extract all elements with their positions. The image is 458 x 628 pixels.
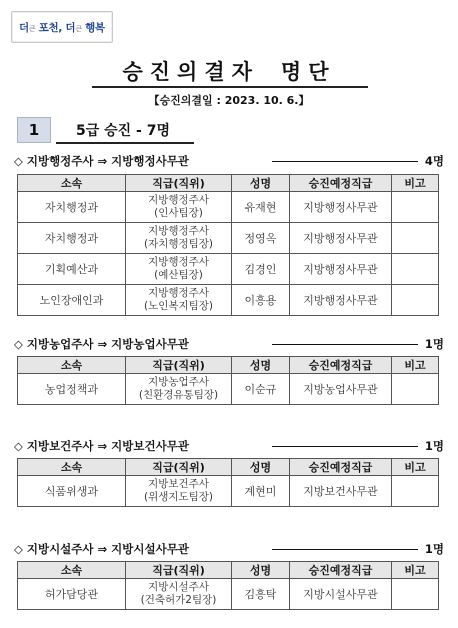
document-title — [0, 56, 458, 86]
logo-word-4: 행복 — [85, 22, 105, 34]
group-heading: ◇ 지방시설주사 ⇒ 지방시설사무관 — [14, 542, 189, 556]
group-heading: ◇ 지방농업주사 ⇒ 지방농업사무관 — [14, 337, 189, 351]
cell-rank — [126, 192, 232, 223]
cell-name: 정영옥 — [232, 223, 290, 254]
cell-note — [392, 254, 439, 285]
header-target-rank: 승진예정직급 — [290, 357, 392, 374]
roster-table — [17, 174, 439, 316]
roster-table — [17, 356, 439, 405]
cell-rank — [126, 223, 232, 254]
header-name: 성명 — [232, 357, 290, 374]
group-leader-line — [272, 344, 418, 345]
logo-word-3: 더 — [65, 22, 76, 34]
cell-dept: 자치행정과 — [18, 192, 126, 223]
header-rank: 직급(직위) — [126, 175, 232, 192]
header-note: 비고 — [392, 562, 439, 579]
header-note: 비고 — [392, 459, 439, 476]
group-count: 4명 — [424, 154, 444, 168]
header-dept: 소속 — [18, 562, 126, 579]
rank-line-1: 지방농업주사 — [148, 376, 209, 388]
table-header-row — [18, 357, 439, 374]
cell-name: 김경인 — [232, 254, 290, 285]
table-row — [18, 223, 439, 254]
section-number: 1 — [17, 117, 51, 143]
logo-word-2: 포천, — [38, 22, 63, 34]
table-header-row — [18, 459, 439, 476]
section-underline — [56, 142, 194, 144]
cell-rank — [126, 285, 232, 316]
cell-rank — [126, 254, 232, 285]
cell-target-rank: 지방행정사무관 — [290, 192, 392, 223]
rank-line-1: 지방시설주사 — [148, 581, 209, 593]
rank-line-2: (노인복지팀장) — [143, 300, 214, 312]
cell-name: 이순규 — [232, 374, 290, 405]
header-target-rank: 승진예정직급 — [290, 562, 392, 579]
cell-rank — [126, 579, 232, 610]
rank-line-1: 지방보건주사 — [148, 478, 209, 490]
cell-note — [392, 374, 439, 405]
group-header — [14, 438, 444, 454]
group-leader-line — [272, 161, 418, 162]
cell-dept: 허가담당관 — [18, 579, 126, 610]
cell-note — [392, 192, 439, 223]
group-count: 1명 — [424, 337, 444, 351]
group-header — [14, 153, 444, 169]
roster-table — [17, 458, 439, 507]
group-header — [14, 336, 444, 352]
rank-line-2: (건축허가2팀장) — [140, 594, 217, 606]
cell-target-rank: 지방농업사무관 — [290, 374, 392, 405]
cell-dept: 기획예산과 — [18, 254, 126, 285]
rank-line-2: (자치행정팀장) — [143, 238, 214, 250]
header-dept: 소속 — [18, 357, 126, 374]
section-title: 5급 승진 - 7명 — [76, 123, 171, 139]
title-part-2: 명단 — [280, 60, 336, 84]
table-row — [18, 254, 439, 285]
logo-word-1-small: 큰 — [28, 25, 36, 33]
cell-note — [392, 579, 439, 610]
header-target-rank: 승진예정직급 — [290, 175, 392, 192]
rank-line-1: 지방행정주사 — [148, 194, 209, 206]
logo-slogan — [19, 20, 105, 35]
cell-dept: 자치행정과 — [18, 223, 126, 254]
cell-note — [392, 223, 439, 254]
group-count: 1명 — [424, 542, 444, 556]
group-heading: ◇ 지방보건주사 ⇒ 지방보건사무관 — [14, 439, 189, 453]
header-dept: 소속 — [18, 459, 126, 476]
table-header-row — [18, 562, 439, 579]
header-target-rank: 승진예정직급 — [290, 459, 392, 476]
cell-target-rank: 지방시설사무관 — [290, 579, 392, 610]
rank-line-2: (위생지도팀장) — [143, 491, 214, 503]
title-underline — [92, 86, 368, 88]
header-rank: 직급(직위) — [126, 562, 232, 579]
rank-line-2: (친환경유통팀장) — [138, 389, 219, 401]
cell-name: 김흥탁 — [232, 579, 290, 610]
table-row — [18, 285, 439, 316]
resolution-date: 【승진의결일 : 2023. 10. 6.】 — [148, 94, 310, 107]
rank-line-1: 지방행정주사 — [148, 256, 209, 268]
cell-rank — [126, 374, 232, 405]
group-header — [14, 541, 444, 557]
group-heading: ◇ 지방행정주사 ⇒ 지방행정사무관 — [14, 154, 189, 168]
header-name: 성명 — [232, 459, 290, 476]
table-header-row — [18, 175, 439, 192]
group-leader-line — [272, 549, 418, 550]
rank-line-1: 지방행정주사 — [148, 287, 209, 299]
cell-dept: 노인장애인과 — [18, 285, 126, 316]
header-note: 비고 — [392, 175, 439, 192]
header-note: 비고 — [392, 357, 439, 374]
group-count: 1명 — [424, 439, 444, 453]
table-row — [18, 476, 439, 507]
logo-word-3-small: 큰 — [75, 25, 82, 33]
cell-target-rank: 지방행정사무관 — [290, 285, 392, 316]
rank-line-2: (인사팀장) — [154, 207, 203, 219]
header-rank: 직급(직위) — [126, 357, 232, 374]
roster-table — [17, 561, 439, 610]
cell-note — [392, 285, 439, 316]
header-name: 성명 — [232, 175, 290, 192]
header-name: 성명 — [232, 562, 290, 579]
cell-dept: 식품위생과 — [18, 476, 126, 507]
cell-dept: 농업정책과 — [18, 374, 126, 405]
cell-name: 유재현 — [232, 192, 290, 223]
city-logo — [11, 11, 113, 43]
cell-rank — [126, 476, 232, 507]
table-row — [18, 579, 439, 610]
title-part-1: 승진의결자 — [122, 60, 259, 84]
logo-word-1: 더 — [19, 22, 29, 34]
cell-name: 이흥용 — [232, 285, 290, 316]
cell-note — [392, 476, 439, 507]
cell-name: 계현미 — [232, 476, 290, 507]
rank-line-1: 지방행정주사 — [148, 225, 209, 237]
rank-line-2: (예산팀장) — [154, 269, 203, 281]
table-row — [18, 192, 439, 223]
header-rank: 직급(직위) — [126, 459, 232, 476]
cell-target-rank: 지방보건사무관 — [290, 476, 392, 507]
header-dept: 소속 — [18, 175, 126, 192]
table-row — [18, 374, 439, 405]
group-leader-line — [272, 446, 418, 447]
cell-target-rank: 지방행정사무관 — [290, 254, 392, 285]
cell-target-rank: 지방행정사무관 — [290, 223, 392, 254]
